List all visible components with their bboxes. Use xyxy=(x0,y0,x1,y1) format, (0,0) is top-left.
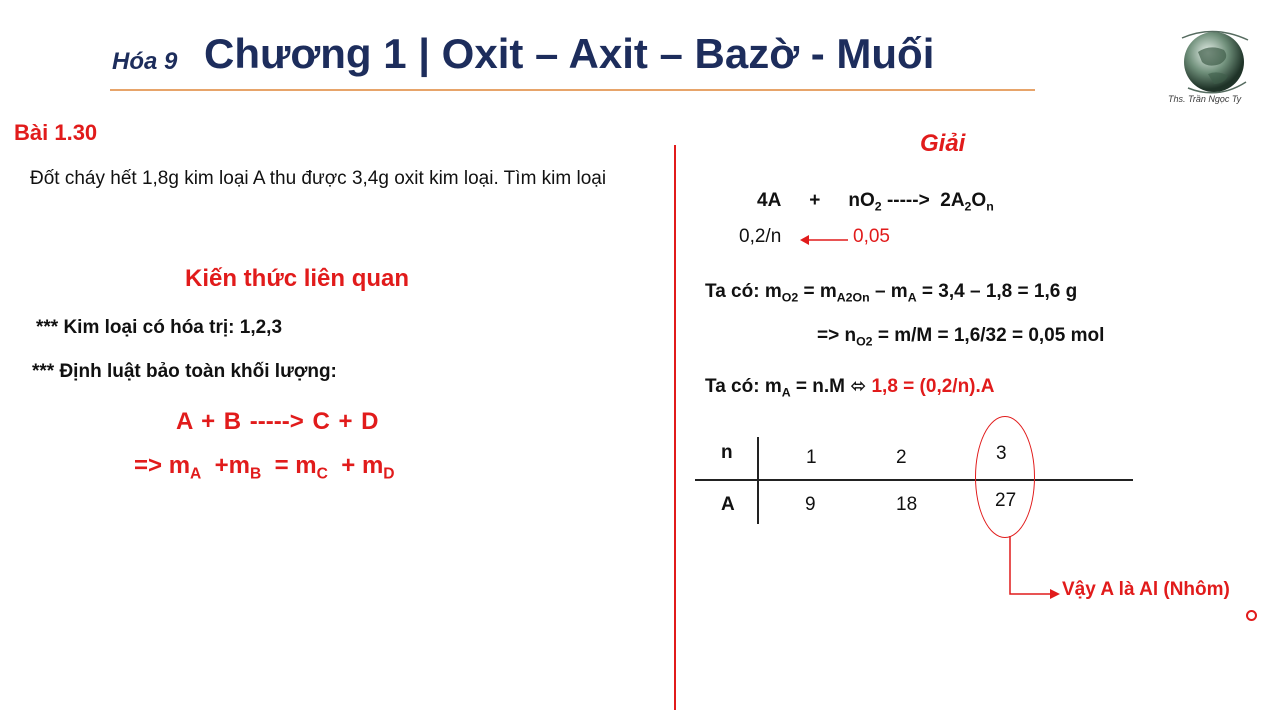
metal-moles: 0,2/n xyxy=(739,226,782,247)
eq-subscript: A xyxy=(190,465,202,483)
table-cell: 2 xyxy=(896,447,907,468)
solution-heading: Giải xyxy=(920,130,966,157)
subject-label: Hóa 9 xyxy=(112,48,178,75)
table-horizontal-rule xyxy=(695,479,1133,481)
column-divider xyxy=(674,145,676,710)
text-part: – m xyxy=(869,281,908,302)
reactant-metal: 4A xyxy=(757,190,782,211)
subscript: O2 xyxy=(856,334,873,349)
product: 2A xyxy=(940,190,965,211)
eq-part: +m xyxy=(214,452,251,479)
text-part: = m/M = 1,6/32 = 0,05 mol xyxy=(872,325,1105,346)
eq-subscript: D xyxy=(383,465,395,483)
text-part: => n xyxy=(817,325,857,346)
table-cell: 18 xyxy=(896,494,918,515)
table-cell: 3 xyxy=(996,443,1007,464)
subscript: 2 xyxy=(964,199,972,214)
reaction-arrow: -----> xyxy=(886,190,930,211)
subscript: A2On xyxy=(836,290,870,305)
plus-sign: + xyxy=(809,190,821,211)
moles-oxygen-line xyxy=(817,325,1104,347)
mass-conservation-note: *** Định luật bảo toàn khối lượng: xyxy=(32,361,337,382)
valence-note: *** Kim loại có hóa trị: 1,2,3 xyxy=(36,317,283,338)
table-cell: 27 xyxy=(995,490,1017,511)
logo-caption: Ths. Trần Ngọc Ty xyxy=(1168,94,1242,104)
table-row-label-a: A xyxy=(721,494,735,515)
product-oxygen: O xyxy=(971,190,987,211)
eq-part: + m xyxy=(341,452,384,479)
text-part: = m xyxy=(798,281,837,302)
highlighted-equation: 1,8 = (0,2/n).A xyxy=(871,376,995,397)
arrow-right-icon xyxy=(1000,536,1062,602)
reaction-equation xyxy=(757,190,994,212)
mass-metal-line xyxy=(705,375,995,398)
laser-pointer-icon xyxy=(1246,610,1257,621)
conclusion-text: Vậy A là Al (Nhôm) xyxy=(1062,579,1230,600)
table-row-label-n: n xyxy=(721,442,733,463)
subscript: O2 xyxy=(781,290,799,305)
text-part: = n.M ⬄ xyxy=(790,376,872,397)
table-vertical-rule xyxy=(757,437,759,524)
mass-conservation-equation xyxy=(134,452,395,483)
eq-subscript: C xyxy=(316,465,328,483)
eq-part: = m xyxy=(274,452,317,479)
table-cell: 1 xyxy=(806,447,817,468)
subscript: A xyxy=(907,290,917,305)
left-arrow-icon xyxy=(800,232,850,248)
text-part: Ta có: m xyxy=(705,376,782,397)
subscript: n xyxy=(986,199,994,214)
generic-reaction: A + B -----> C + D xyxy=(176,408,379,435)
answer-highlight-ellipse xyxy=(975,416,1035,538)
table-cell: 9 xyxy=(805,494,816,515)
eq-subscript: B xyxy=(250,465,262,483)
subscript: 2 xyxy=(874,199,882,214)
related-knowledge-heading: Kiến thức liên quan xyxy=(185,265,410,292)
eq-part: => m xyxy=(134,452,191,479)
text-part: Ta có: m xyxy=(705,281,782,302)
text-part: = 3,4 – 1,8 = 1,6 g xyxy=(916,281,1078,302)
page-title: Chương 1 | Oxit – Axit – Bazờ - Muối xyxy=(204,30,935,77)
problem-number: Bài 1.30 xyxy=(14,120,98,145)
title-underline xyxy=(110,89,1035,91)
problem-text: Đốt cháy hết 1,8g kim loại A thu được 3,4g oxit kim loại. Tìm kim loại xyxy=(30,168,607,189)
subscript: A xyxy=(781,385,791,400)
reactant-oxygen: nO xyxy=(848,190,875,211)
oxygen-moles: 0,05 xyxy=(853,226,890,247)
mass-oxygen-line xyxy=(705,281,1077,303)
